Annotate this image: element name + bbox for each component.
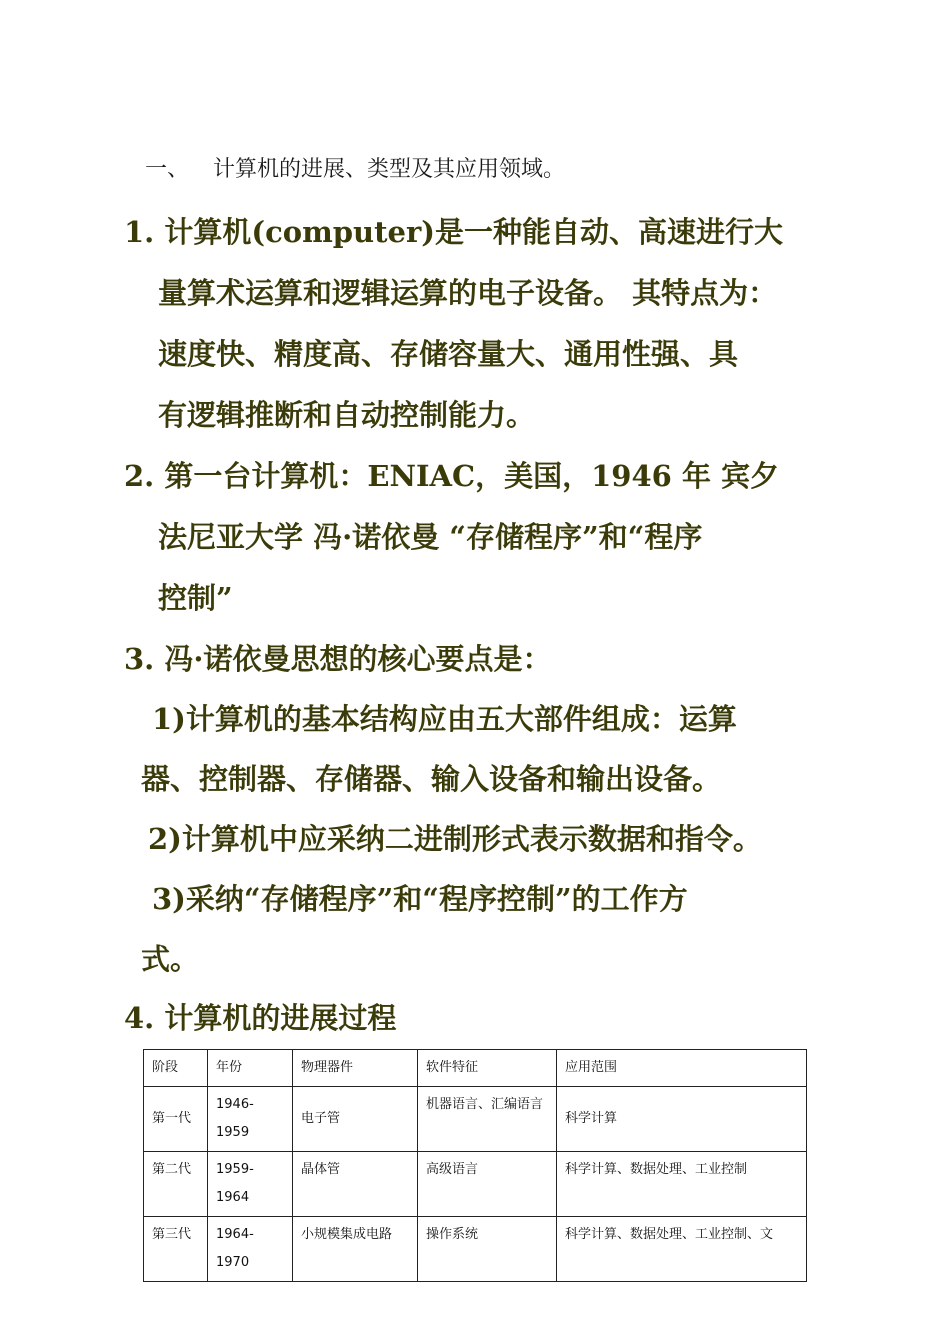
table-cell: 操作系统 [418,1217,557,1282]
section-number: 一、 [145,157,190,182]
paragraph-line: 4. 计算机的进展过程 [124,1001,397,1035]
paragraph-line: 3. 冯·诺依曼思想的核心要点是： [124,642,552,676]
section-title: 计算机的进展、类型及其应用领域。 [213,157,566,182]
table-row [144,1217,807,1282]
paragraph-line: 有逻辑推断和自动控制能力。 [158,398,536,432]
table-header-cell: 应用范围 [557,1050,807,1087]
paragraph-line: 式。 [141,942,200,976]
paragraph-line: 1. 计算机(computer)是一种能自动、高速进行大 [124,215,783,249]
table-cell: 第一代 [144,1087,208,1152]
table-cell: 小规模集成电路 [293,1217,418,1282]
table-cell: 第二代 [144,1152,208,1217]
table-header-cell: 软件特征 [418,1050,557,1087]
table-header-row [144,1050,807,1087]
table-cell: 第三代 [144,1217,208,1282]
paragraph-line: 1)计算机的基本结构应由五大部件组成：运算 [152,702,737,736]
table-row [144,1152,807,1217]
table-cell: 科学计算、数据处理、工业控制、文 [557,1217,807,1282]
table-cell: 科学计算 [557,1087,807,1152]
table-header-cell: 物理器件 [293,1050,418,1087]
table-row [144,1087,807,1152]
paragraph-line: 速度快、精度高、存储容量大、通用性强、具 [158,337,739,371]
computer-evolution-table [143,1049,807,1282]
table-header-cell: 年份 [208,1050,293,1087]
paragraph-line: 量算术运算和逻辑运算的电子设备。 其特点为： [158,276,778,310]
table-cell: 1959-1964 [208,1152,293,1217]
table-cell: 晶体管 [293,1152,418,1217]
paragraph-line: 法尼亚大学 冯·诺依曼 “存储程序”和“程序 [158,520,703,554]
paragraph-line: 器、控制器、存储器、输入设备和输出设备。 [141,762,722,796]
paragraph-line: 2)计算机中应采纳二进制形式表示数据和指令。 [148,822,762,856]
table-cell: 机器语言、汇编语言 [418,1087,557,1152]
table-header-cell: 阶段 [144,1050,208,1087]
table-cell: 高级语言 [418,1152,557,1217]
paragraph-line: 2. 第一台计算机：ENIAC，美国，1946 年 宾夕 [124,459,780,493]
paragraph-line: 3)采纳“存储程序”和“程序控制”的工作方 [152,882,688,916]
section-heading [145,152,565,183]
paragraph-line: 控制” [158,581,233,615]
table-cell: 1964-1970 [208,1217,293,1282]
table-cell: 科学计算、数据处理、工业控制 [557,1152,807,1217]
table-cell: 1946-1959 [208,1087,293,1152]
table-cell: 电子管 [293,1087,418,1152]
